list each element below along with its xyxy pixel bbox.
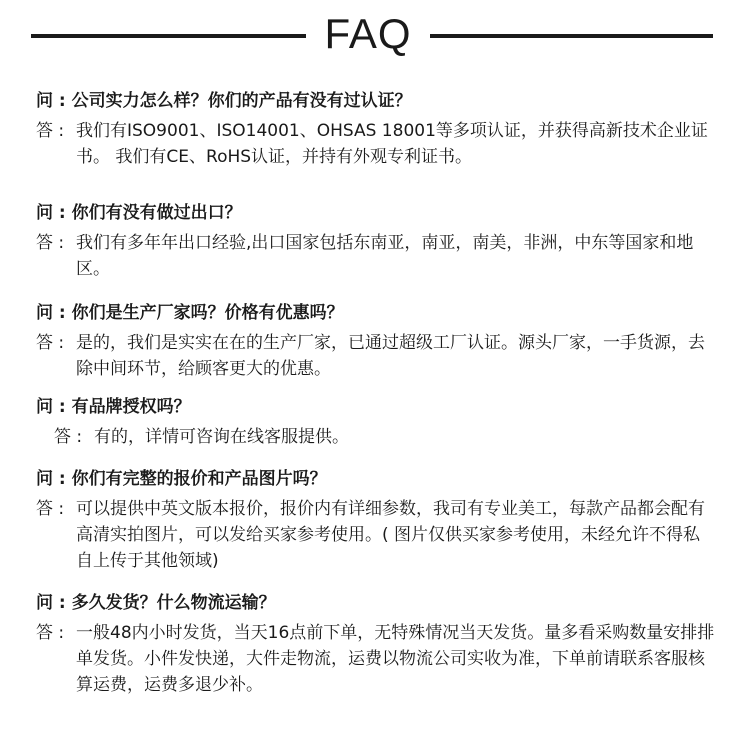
answer-prefix: 答 :	[36, 333, 65, 353]
faq-answer	[36, 330, 716, 382]
faq-question	[36, 200, 716, 230]
question-prefix: 问 :	[36, 397, 72, 417]
faq-answer	[36, 230, 716, 282]
answer-text: 我们有多年年出口经验,出口国家包括东南亚，南亚，南美，非洲，中东等国家和地区。	[76, 233, 694, 279]
faq-list	[36, 88, 716, 700]
faq-question	[36, 300, 716, 330]
question-text: 你们有没有做过出口？	[71, 203, 242, 223]
faq-answer	[36, 424, 716, 450]
faq-answer	[36, 496, 716, 574]
answer-prefix: 答 :	[36, 233, 65, 253]
question-text: 你们有完整的报价和产品图片吗？	[71, 469, 327, 489]
faq-question	[36, 88, 716, 118]
question-prefix: 问 :	[36, 593, 72, 613]
answer-prefix: 答 :	[36, 623, 65, 643]
header-divider-right	[430, 34, 713, 38]
answer-text: 可以提供中英文版本报价，报价内有详细参数，我司有专业美工，每款产品都会配有高清实拍图片，可以发给买家参考使用。( 图片仅供买家参考使用，未经允许不得私自上传于其他领域)	[76, 499, 705, 571]
question-prefix: 问 :	[36, 91, 72, 111]
page-title: FAQ	[324, 10, 412, 57]
faq-item	[36, 590, 716, 700]
faq-question	[36, 394, 716, 424]
faq-item	[36, 88, 716, 200]
question-prefix: 问 :	[36, 203, 72, 223]
faq-question	[36, 590, 716, 620]
header-divider-left	[31, 34, 306, 38]
question-text: 公司实力怎么样？你们的产品有没有过认证？	[71, 91, 412, 111]
faq-item	[36, 300, 716, 394]
faq-header	[0, 0, 750, 70]
answer-prefix: 答 :	[36, 499, 65, 519]
faq-item	[36, 200, 716, 300]
answer-text: 我们有ISO9001、ISO14001、OHSAS 18001等多项认证，并获得高新技术企业证书。 我们有CE、RoHS认证，并持有外观专利证书。	[76, 121, 708, 167]
question-prefix: 问 :	[36, 469, 72, 489]
answer-text: 有的，详情可咨询在线客服提供。	[94, 427, 349, 447]
question-text: 多久发货？什么物流运输？	[71, 593, 276, 613]
faq-answer	[36, 620, 716, 698]
faq-question	[36, 466, 716, 496]
answer-text: 一般48内小时发货，当天16点前下单，无特殊情况当天发货。量多看采购数量安排排单发货。小件发快递，大件走物流，运费以物流公司实收为准，下单前请联系客服核算运费，运费多退少补。	[76, 623, 715, 695]
faq-item	[36, 394, 716, 466]
answer-prefix: 答 :	[54, 427, 83, 447]
question-prefix: 问 :	[36, 303, 72, 323]
answer-prefix: 答 :	[36, 121, 65, 141]
faq-item	[36, 466, 716, 590]
question-text: 你们是生产厂家吗？价格有优惠吗？	[71, 303, 344, 323]
faq-answer	[36, 118, 716, 170]
answer-text: 是的，我们是实实在在的生产厂家，已通过超级工厂认证。源头厂家，一手货源，去除中间环节，给顾客更大的优惠。	[76, 333, 705, 379]
question-text: 有品牌授权吗？	[71, 397, 191, 417]
